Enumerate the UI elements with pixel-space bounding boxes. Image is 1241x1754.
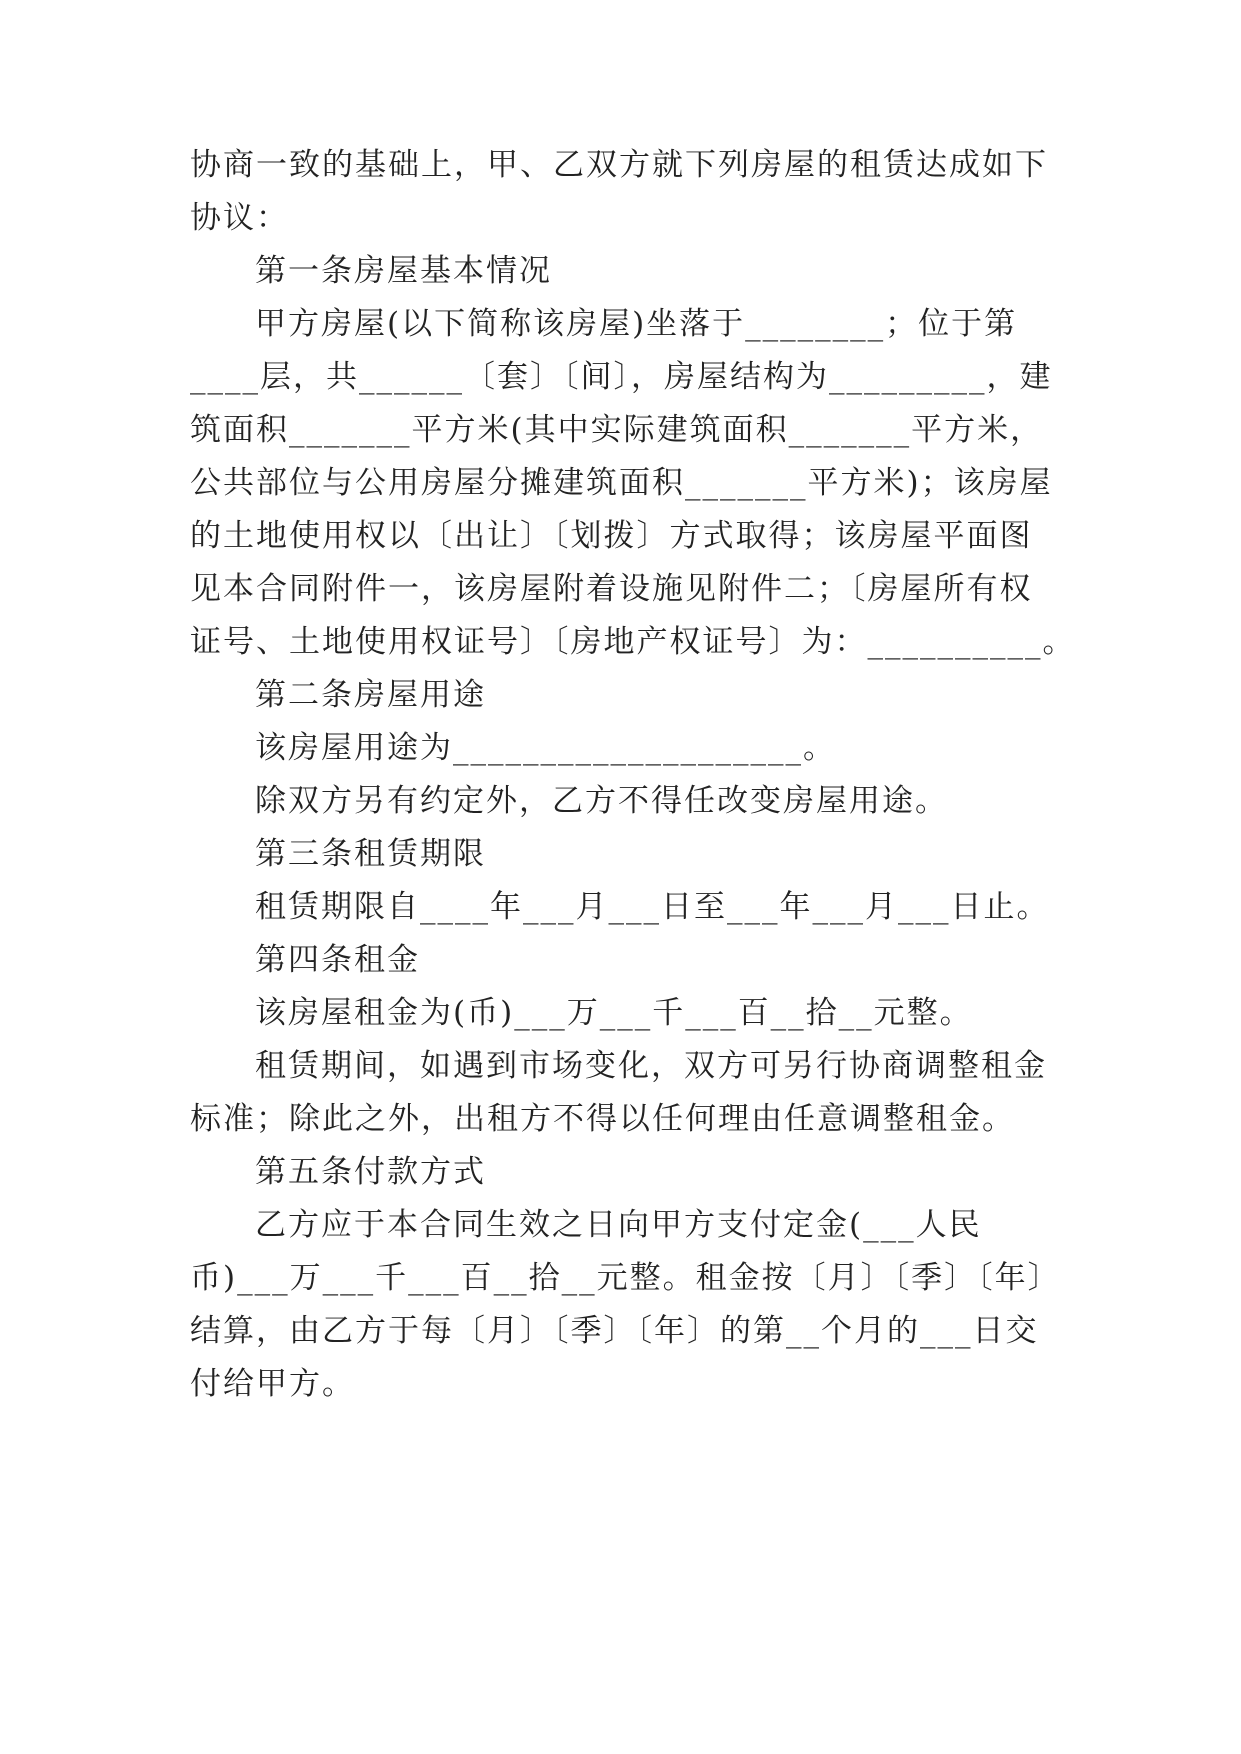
text-line: 该房屋租金为(币)___万___千___百__拾__元整。 <box>255 995 973 1031</box>
text-line: ____层，共______〔套〕〔间〕，房屋结构为_________，建 <box>190 359 1053 395</box>
text-line: 公共部位与公用房屋分摊建筑面积_______平方米)；该房屋 <box>190 465 1053 501</box>
section-heading: 第五条付款方式 <box>255 1154 486 1190</box>
text-line: 租赁期间，如遇到市场变化，双方可另行协商调整租金 <box>255 1048 1047 1084</box>
text-line: 乙方应于本合同生效之日向甲方支付定金(___人民 <box>255 1207 982 1243</box>
text-line: 付给甲方。 <box>190 1366 355 1402</box>
text-line: 除双方另有约定外，乙方不得任改变房屋用途。 <box>255 783 948 819</box>
text-line: 协议： <box>190 200 289 236</box>
text-line: 筑面积_______平方米(其中实际建筑面积_______平方米， <box>190 412 1044 448</box>
text-line: 的土地使用权以〔出让〕〔划拨〕方式取得；该房屋平面图 <box>190 518 1033 554</box>
text-line: 证号、土地使用权证号〕〔房地产权证号〕为：__________。 <box>190 624 1076 660</box>
text-line: 见本合同附件一，该房屋附着设施见附件二；〔房屋所有权 <box>190 571 1033 607</box>
text-line: 甲方房屋(以下简称该房屋)坐落于________；位于第 <box>255 306 1018 342</box>
text-line: 协商一致的基础上，甲、乙双方就下列房屋的租赁达成如下 <box>190 147 1048 183</box>
text-line: 该房屋用途为____________________。 <box>255 730 836 766</box>
text-line: 标准；除此之外，出租方不得以任何理由任意调整租金。 <box>190 1101 1015 1137</box>
section-heading: 第二条房屋用途 <box>255 677 486 713</box>
section-heading: 第四条租金 <box>255 942 420 978</box>
text-line: 租赁期限自____年___月___日至___年___月___日止。 <box>255 889 1050 925</box>
section-heading: 第三条租赁期限 <box>255 836 486 872</box>
text-line: 结算，由乙方于每〔月〕〔季〕〔年〕的第__个月的___日交 <box>190 1313 1039 1349</box>
section-heading: 第一条房屋基本情况 <box>255 253 552 289</box>
text-line: 币)___万___千___百__拾__元整。租金按〔月〕〔季〕〔年〕 <box>190 1260 1061 1296</box>
